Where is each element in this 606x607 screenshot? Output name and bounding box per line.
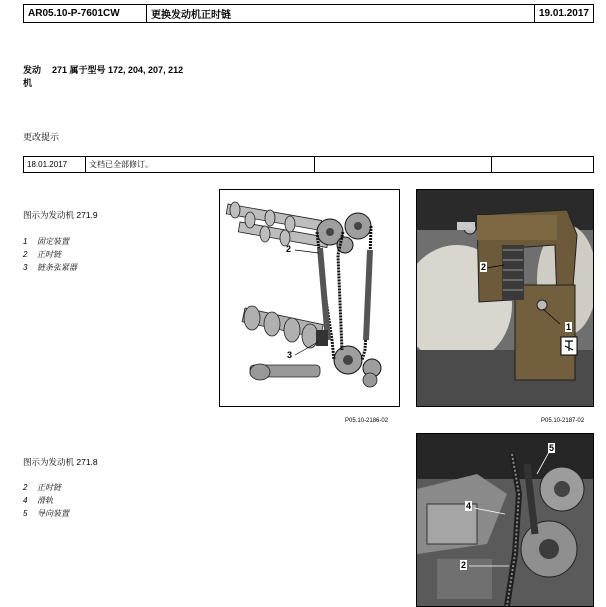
callout-5: 5 <box>549 443 555 453</box>
figure-engine-271-8-photo <box>416 433 594 607</box>
callout-2: 2 <box>286 244 292 254</box>
change-notes-heading: 更改提示 <box>23 132 60 142</box>
legend-number: 2 <box>23 483 28 492</box>
figure-fixing-device-photo <box>416 189 594 407</box>
callout-1: 1 <box>566 322 572 332</box>
section1-title: 图示为发动机 271.9 <box>23 210 98 220</box>
legend-number: 1 <box>23 237 28 246</box>
legend-item <box>23 507 69 520</box>
legend-text: 滑轨 <box>37 496 53 505</box>
figure-timing-chain-drawing <box>219 189 400 407</box>
legend-item <box>23 248 77 261</box>
document-title: 更换发动机正时链 <box>147 5 535 23</box>
document-header <box>23 4 594 23</box>
document-date: 19.01.2017 <box>538 8 589 19</box>
callout-2: 2 <box>481 262 487 272</box>
document-id: AR05.10-P-7601CW <box>24 5 147 23</box>
engine-label-cont: 机 <box>23 78 33 88</box>
legend-number: 4 <box>23 496 28 505</box>
figure-a-caption: P05.10-2186-02 <box>345 418 389 424</box>
callout-3: 3 <box>287 350 293 360</box>
change-empty-cell <box>492 157 594 173</box>
figure-b-caption: P05.10-2187-02 <box>541 418 585 424</box>
legend-text: 正时链 <box>37 250 61 259</box>
legend-number: 5 <box>23 509 28 518</box>
callout-4: 4 <box>466 501 472 511</box>
legend-number: 3 <box>23 263 28 272</box>
legend-text: 固定装置 <box>37 237 69 246</box>
change-date: 18.01.2017 <box>24 157 86 173</box>
legend-number: 2 <box>23 250 28 259</box>
change-empty-cell <box>315 157 492 173</box>
legend-item <box>23 235 77 248</box>
legend-text: 链条张紧器 <box>37 263 77 272</box>
engine-value: 271 属于型号 172, 204, 207, 212 <box>52 65 184 75</box>
engine-label: 发动 <box>23 65 42 75</box>
section2-title: 图示为发动机 271.8 <box>23 457 98 467</box>
change-text: 文档已全部修订。 <box>86 157 315 173</box>
legend-item <box>23 261 77 274</box>
section1-legend <box>23 235 77 274</box>
legend-item <box>23 481 69 494</box>
change-notes-table <box>23 156 594 173</box>
section2-legend <box>23 481 69 520</box>
legend-text: 正时链 <box>37 483 61 492</box>
callout-2: 2 <box>461 560 467 570</box>
legend-text: 导向装置 <box>37 509 69 518</box>
legend-item <box>23 494 69 507</box>
